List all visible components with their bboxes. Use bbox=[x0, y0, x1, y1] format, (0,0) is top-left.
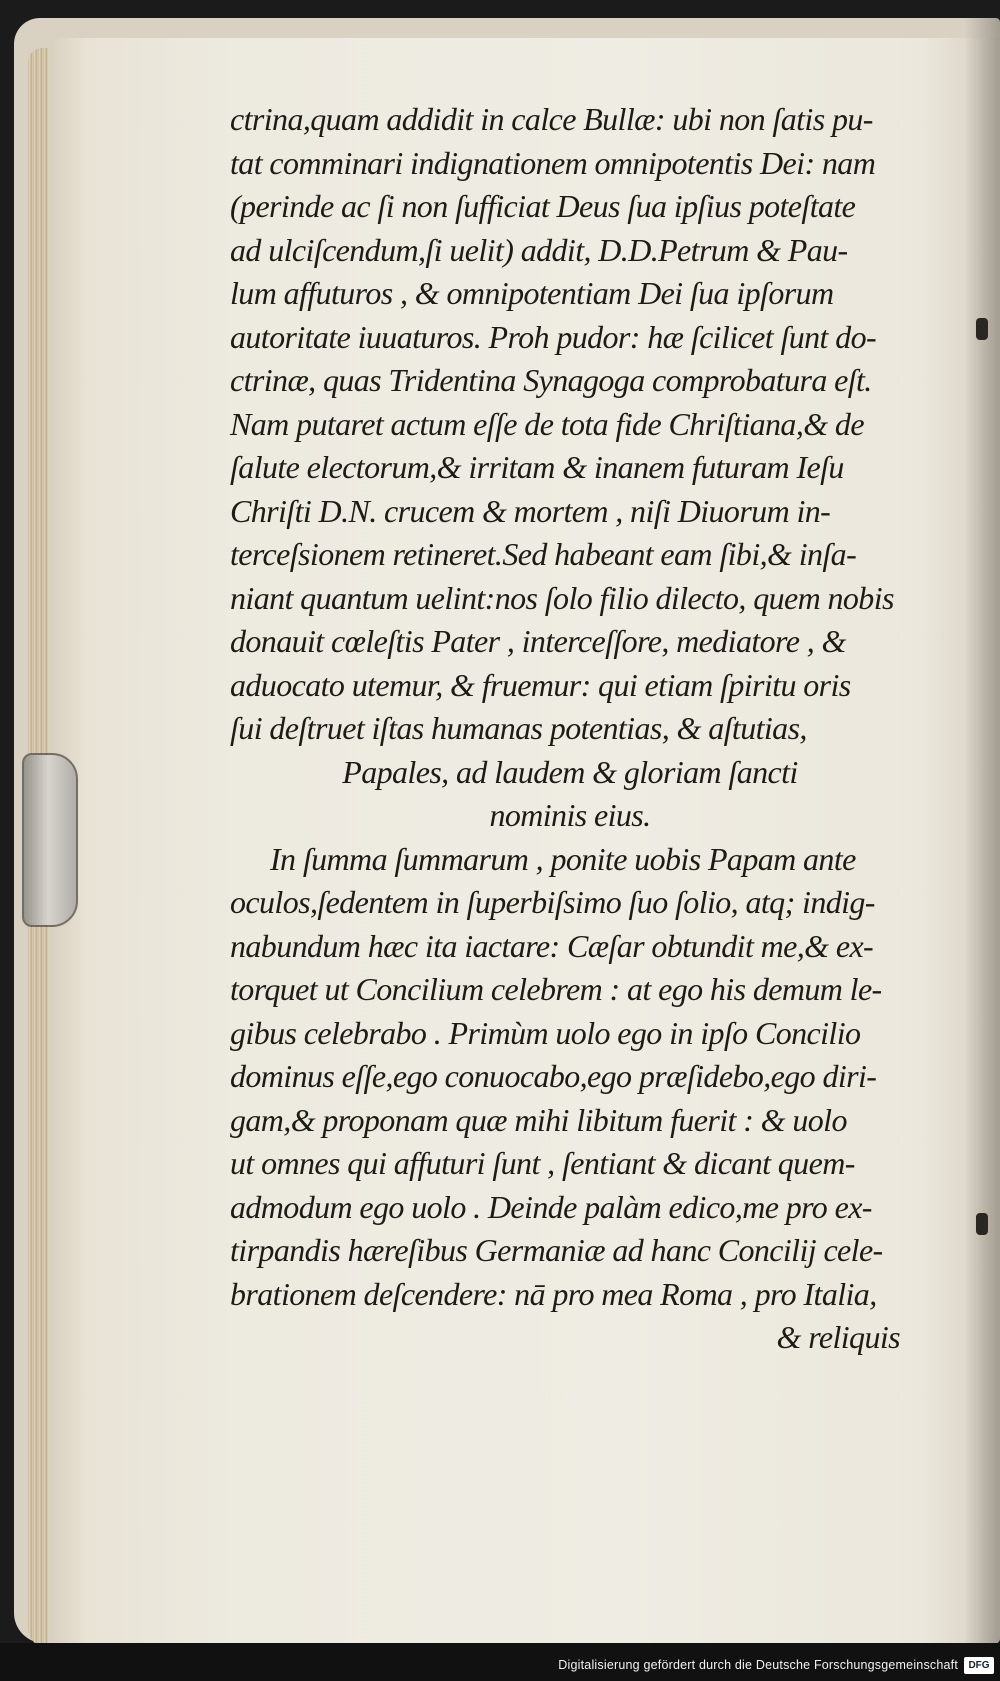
text-line: dominus eſſe,ego conuocabo,ego præſidebo,ego diri- bbox=[230, 1058, 877, 1094]
paragraph-start-line: In ſumma ſummarum , ponite uobis Papam ante bbox=[270, 840, 856, 877]
text-line: Nam putaret actum eſſe de tota fide Chriſtiana,& de bbox=[230, 405, 864, 442]
text-line: niant quantum uelint:nos ſolo filio dilecto, quem nobis bbox=[230, 579, 894, 616]
text-line: torquet ut Concilium celebrem : at ego his demum le- bbox=[230, 971, 882, 1007]
text-line: ctrinæ, quas Tridentina Synagoga comprobatura eſt. bbox=[230, 362, 872, 398]
text-line: brationem deſcendere: nā pro mea Roma , pro Italia, bbox=[230, 1275, 877, 1312]
text-line: Chriſti D.N. crucem & mortem , niſi Diuorum in- bbox=[230, 492, 831, 529]
text-line: aduocato utemur, & fruemur: qui etiam ſpiritu oris bbox=[230, 666, 851, 703]
dfg-logo: DFG bbox=[964, 1657, 994, 1674]
text-line: ut omnes qui affuturi ſunt , ſentiant & dicant quem- bbox=[230, 1145, 855, 1181]
text-line: nabundum hæc ita iactare: Cæſar obtundit me,& ex- bbox=[230, 927, 874, 964]
catchword: & reliquis bbox=[776, 1319, 900, 1355]
text-line: (perinde ac ſi non ſufficiat Deus ſua ipſius poteſtate bbox=[230, 188, 856, 224]
footer-bar bbox=[0, 1643, 1000, 1681]
text-line: ſui deſtruet iſtas humanas potentias, & aſtutias, bbox=[230, 710, 807, 746]
text-line-centered: nominis eius. bbox=[489, 797, 651, 833]
text-line: ctrina,quam addidit in calce Bullæ: ubi non ſatis pu- bbox=[230, 101, 873, 137]
binding-mark bbox=[976, 1213, 988, 1235]
text-line: lum affuturos , & omnipotentiam Dei ſua ipſorum bbox=[230, 275, 834, 311]
text-line: tat comminari indignationem omnipotentis Dei: nam bbox=[230, 144, 876, 181]
text-line: ſalute electorum,& irritam & inanem futuram Ieſu bbox=[230, 449, 844, 485]
text-line: ad ulciſcendum,ſi uelit) addit, D.D.Petrum & Pau- bbox=[230, 231, 848, 268]
text-line: gam,& proponam quæ mihi libitum fuerit : & uolo bbox=[230, 1101, 847, 1138]
text-line: terceſsionem retineret.Sed habeant eam ſibi,& inſa- bbox=[230, 536, 857, 572]
text-line: admodum ego uolo . Deinde palàm edico,me pro ex- bbox=[230, 1188, 872, 1225]
text-line: autoritate iuuaturos. Proh pudor: hæ ſcilicet ſunt do- bbox=[230, 318, 877, 355]
book-clasp bbox=[22, 753, 78, 927]
text-line: donauit cœleſtis Pater , interceſſore, mediatore , & bbox=[230, 623, 846, 659]
binding-mark bbox=[976, 318, 988, 340]
text-line: oculos,ſedentem in ſuperbiſsimo ſuo ſolio, atq; indig- bbox=[230, 884, 875, 920]
text-line: gibus celebrabo . Primùm uolo ego in ipſo Concilio bbox=[230, 1014, 861, 1051]
funding-credit: Digitalisierung gefördert durch die Deutsche Forschungsgemeinschaft bbox=[558, 1658, 958, 1672]
page-text bbox=[230, 98, 910, 1360]
text-line: tirpandis hæreſibus Germaniæ ad hanc Concilij cele- bbox=[230, 1232, 883, 1268]
text-line-centered: Papales, ad laudem & gloriam ſancti bbox=[342, 753, 798, 790]
gutter-shadow bbox=[964, 18, 1000, 1643]
